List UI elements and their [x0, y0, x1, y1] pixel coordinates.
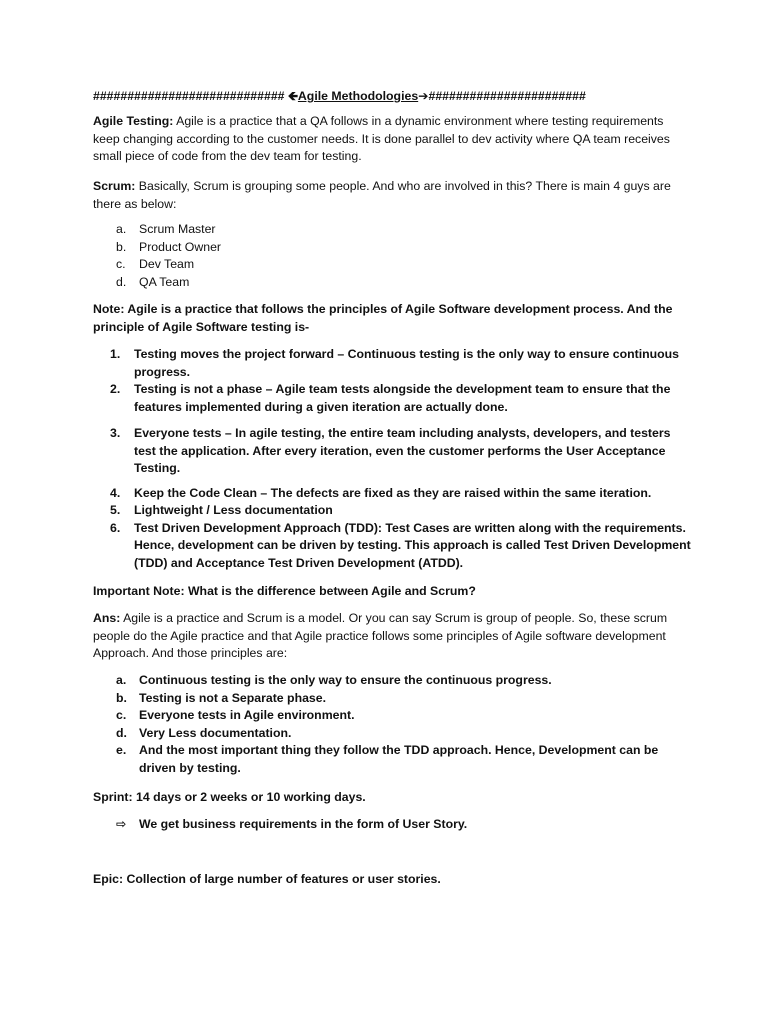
list-marker: a.	[116, 222, 127, 236]
scrum-text: Basically, Scrum is grouping some people. And who are involved in this? There is main 4 guys are there as below:	[93, 179, 671, 211]
list-item-text: Scrum Master	[139, 222, 216, 236]
sprint-arrow-item	[116, 816, 676, 834]
list-marker: a.	[116, 673, 127, 687]
list-marker: c.	[116, 257, 126, 271]
agile-testing-label: Agile Testing:	[93, 114, 174, 128]
list-marker: d.	[116, 725, 127, 740]
answer-label: Ans:	[93, 611, 121, 625]
list-item	[93, 239, 693, 257]
principle-label: Test Driven Development Approach (TDD):	[134, 520, 383, 535]
principle-text: – Agile team tests alongside the development team to ensure that the features implemented during a given iteration are actually done.	[134, 382, 671, 414]
answer-paragraph	[93, 610, 693, 663]
principle-label: Everyone tests	[134, 426, 222, 440]
header-left-hashes: ############################	[93, 89, 285, 103]
list-item	[93, 381, 693, 416]
principle-text: Test Cases are written along with the requirements. Hence, development can be driven by testing. This approach is called Test Driven Development (TDD) and Acceptance Test Driven Development (ATDD).	[134, 520, 691, 570]
list-item	[93, 346, 693, 381]
scrum-team-list	[93, 221, 693, 291]
principle-label: Testing is not a phase	[134, 382, 263, 396]
list-marker: 1.	[110, 347, 121, 361]
list-item	[93, 707, 693, 725]
list-item	[93, 221, 693, 239]
list-item-text: And the most important thing they follow the TDD approach. Hence, Development can be driven by testing.	[139, 743, 659, 775]
agile-testing-paragraph	[93, 113, 693, 166]
list-item	[93, 725, 693, 743]
sprint-arrow-text: We get business requirements in the form of User Story.	[139, 817, 468, 831]
list-marker: 4.	[110, 485, 121, 500]
epic-paragraph	[93, 871, 693, 889]
note-paragraph: Note: Agile is a practice that follows the principles of Agile Software development process. And the principle of Agile Software testing is-	[93, 302, 673, 334]
list-marker: 3.	[110, 426, 121, 440]
right-arrow-icon: ➔	[418, 89, 429, 103]
list-item-text: Dev Team	[139, 257, 195, 271]
list-item	[93, 274, 693, 292]
left-arrow-icon: 🡸	[287, 89, 298, 103]
answer-principles-list	[93, 672, 693, 777]
principle-text: – The defects are fixed as they are raised within the same iteration.	[257, 485, 652, 500]
list-item	[93, 672, 693, 690]
list-marker: 5.	[110, 503, 121, 517]
principle-text: – Continuous testing is the only way to ensure continuous progress.	[134, 347, 680, 379]
answer-text: Agile is a practice and Scrum is a model. Or you can say Scrum is group of people. So, these scrum people do the Agile practice and that Agile practice follows some principles of Agile software development Approach. And those principles are:	[93, 611, 668, 660]
list-item	[93, 485, 693, 503]
header-right-hashes: #######################	[428, 89, 586, 103]
list-item	[93, 520, 693, 573]
list-marker: b.	[116, 690, 127, 705]
list-item-text: Testing is not a Separate phase.	[139, 690, 327, 705]
list-marker: d.	[116, 274, 127, 289]
list-item-text: Everyone tests in Agile environment.	[139, 708, 355, 722]
principle-label: Keep the Code Clean	[134, 485, 257, 500]
principle-label: Testing moves the project forward	[134, 347, 334, 361]
list-marker: 6.	[110, 520, 121, 535]
epic-label: Epic:	[93, 872, 124, 886]
agile-testing-text: Agile is a practice that a QA follows in a dynamic environment where testing requirements keep changing according to the customer needs. It is done parallel to dev activity where QA team receives small piece of code from the dev team for testing.	[93, 114, 670, 163]
scrum-label: Scrum:	[93, 179, 136, 193]
list-marker: c.	[116, 708, 127, 722]
list-item	[93, 742, 693, 777]
list-item	[93, 425, 693, 478]
scrum-paragraph	[93, 178, 693, 213]
epic-text: Collection of large number of features or user stories.	[123, 872, 441, 886]
list-item-text: Very Less documentation.	[139, 725, 292, 740]
list-item-text: Continuous testing is the only way to ensure the continuous progress.	[139, 673, 552, 687]
document-header	[93, 88, 693, 106]
important-note-paragraph: Important Note: What is the difference between Agile and Scrum?	[93, 584, 476, 598]
document-title: Agile Methodologies	[297, 89, 419, 103]
sprint-label: Sprint:	[93, 790, 133, 804]
list-marker: b.	[116, 239, 127, 254]
list-item	[93, 502, 693, 520]
list-marker: e.	[116, 743, 127, 757]
principle-label: Lightweight / Less documentation	[134, 503, 333, 517]
list-item	[93, 690, 693, 708]
sprint-paragraph	[93, 789, 693, 807]
sprint-text: 14 days or 2 weeks or 10 working days.	[132, 790, 366, 804]
principles-list	[93, 346, 693, 572]
list-item-text: QA Team	[139, 274, 190, 289]
arrow-bullet-icon: ⇨	[116, 817, 127, 831]
list-item-text: Product Owner	[139, 239, 222, 254]
list-marker: 2.	[110, 382, 121, 396]
principle-text: – In agile testing, the entire team including analysts, developers, and testers test the application. After every iteration, even the customer performs the User Acceptance Testing.	[134, 426, 671, 475]
list-item	[93, 256, 693, 274]
